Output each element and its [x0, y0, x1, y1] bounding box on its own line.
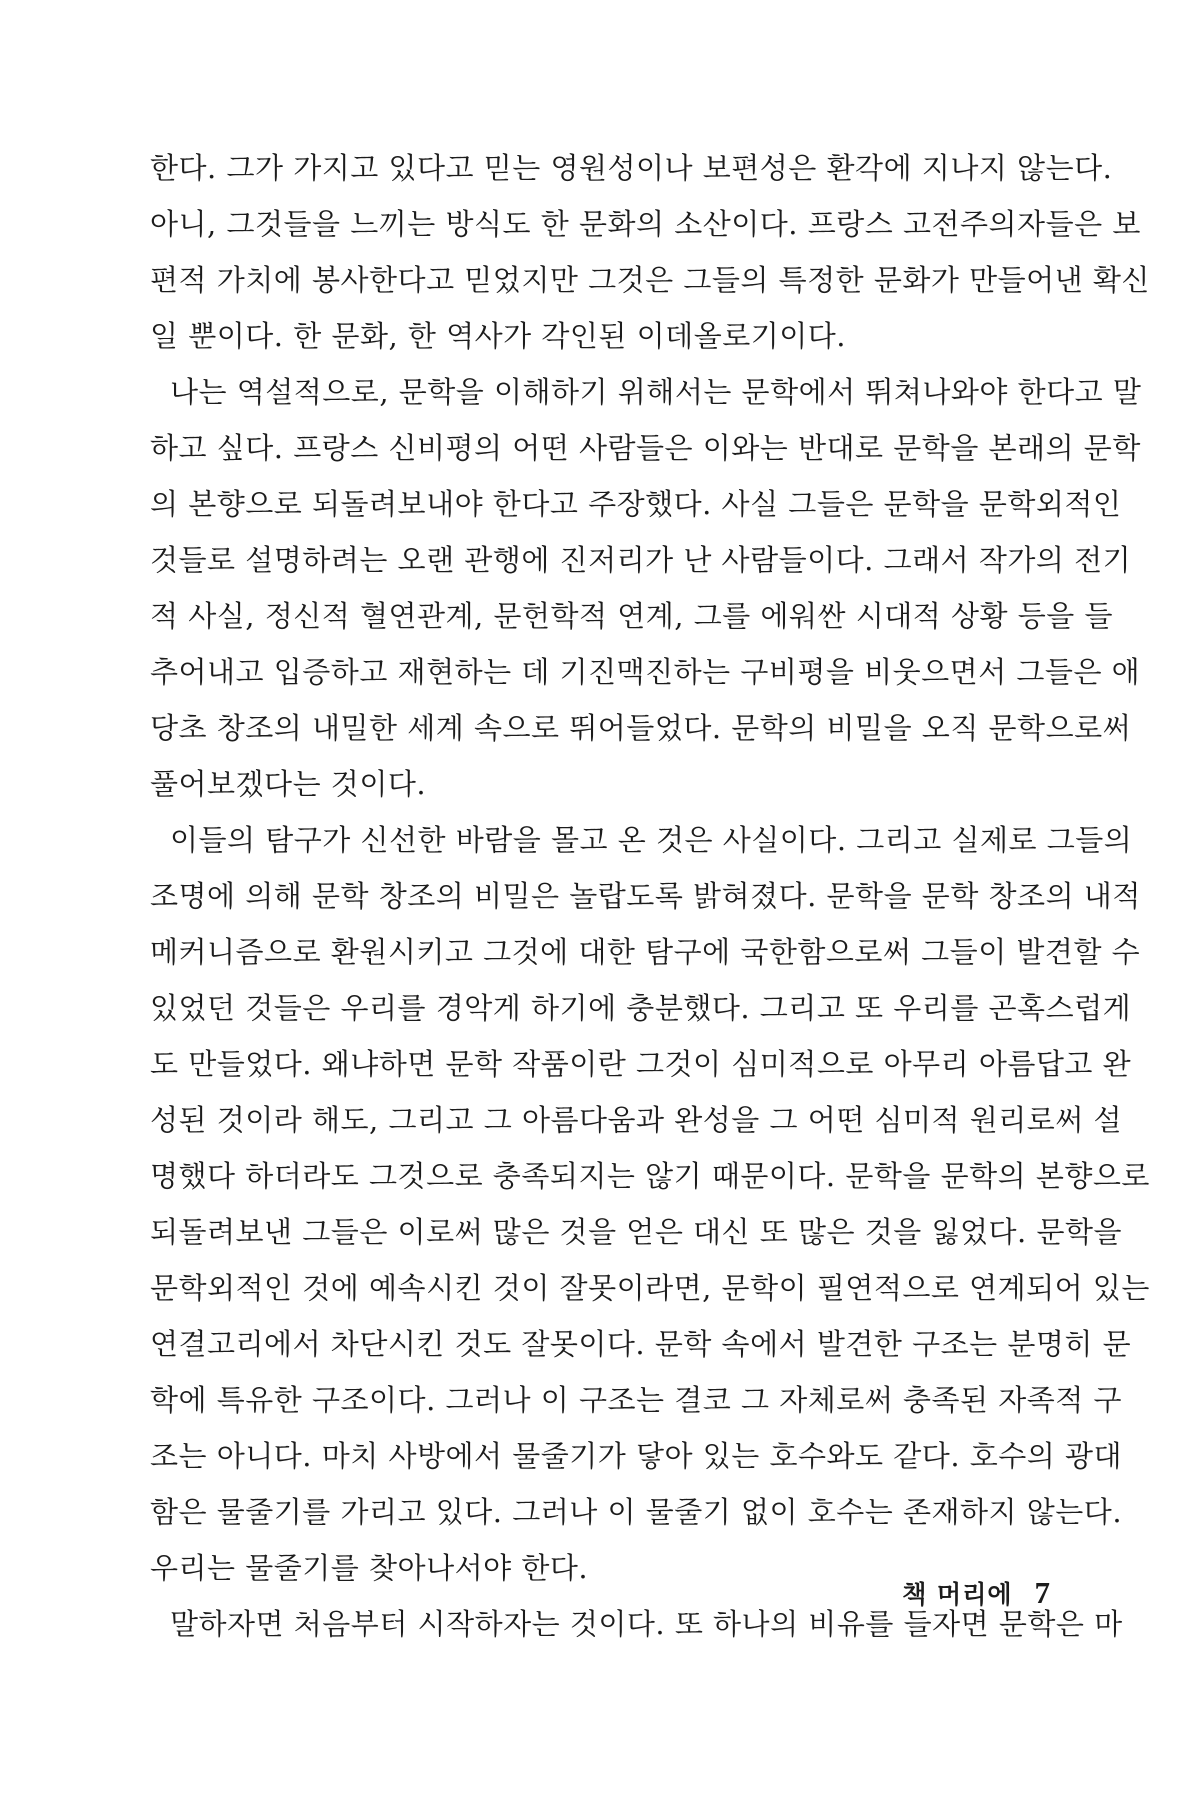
text-line: 조는 아니다. 마치 사방에서 물줄기가 닿아 있는 호수와도 같다. 호수의 광대 [150, 1439, 1123, 1473]
text-line: 학에 특유한 구조이다. 그러나 이 구조는 결코 그 자체로써 충족된 자족적 구 [150, 1383, 1123, 1417]
text-line: 한다. 그가 가지고 있다고 믿는 영원성이나 보편성은 환각에 지나지 않는다. [150, 151, 1113, 185]
text-line: 풀어보겠다는 것이다. [150, 767, 427, 801]
text-line: 아니, 그것들을 느끼는 방식도 한 문화의 소산이다. 프랑스 고전주의자들은 보 [150, 207, 1141, 241]
text-line: 추어내고 입증하고 재현하는 데 기진맥진하는 구비평을 비웃으면서 그들은 애 [150, 655, 1141, 689]
text-line: 당초 창조의 내밀한 세계 속으로 뛰어들었다. 문학의 비밀을 오직 문학으로써 [150, 711, 1132, 745]
text-line: 함은 물줄기를 가리고 있다. 그러나 이 물줄기 없이 호수는 존재하지 않는다. [150, 1495, 1123, 1529]
page-number: 7 [1034, 1575, 1050, 1610]
text-line: 이들의 탐구가 신선한 바람을 몰고 온 것은 사실이다. 그리고 실제로 그들의 [170, 823, 1133, 857]
text-line: 되돌려보낸 그들은 이로써 많은 것을 얻은 대신 또 많은 것을 잃었다. 문학을 [150, 1215, 1123, 1249]
text-line: 도 만들었다. 왜냐하면 문학 작품이란 그것이 심미적으로 아무리 아름답고 완 [150, 1047, 1132, 1081]
page-footer [845, 1575, 1050, 1611]
text-line: 하고 싶다. 프랑스 신비평의 어떤 사람들은 이와는 반대로 문학을 본래의 문학 [150, 431, 1141, 465]
text-line: 일 뿐이다. 한 문화, 한 역사가 각인된 이데올로기이다. [150, 319, 846, 353]
running-title: 책 머리에 [902, 1580, 1013, 1609]
text-line: 명했다 하더라도 그것으로 충족되지는 않기 때문이다. 문학을 문학의 본향으로 [150, 1159, 1150, 1193]
text-line: 우리는 물줄기를 찾아나서야 한다. [150, 1551, 589, 1585]
text-line: 문학외적인 것에 예속시킨 것이 잘못이라면, 문학이 필연적으로 연계되어 있는 [150, 1271, 1150, 1305]
text-line: 말하자면 처음부터 시작하자는 것이다. 또 하나의 비유를 들자면 문학은 마 [170, 1607, 1123, 1641]
text-line: 나는 역설적으로, 문학을 이해하기 위해서는 문학에서 뛰쳐나와야 한다고 말 [170, 375, 1142, 409]
text-line: 메커니즘으로 환원시키고 그것에 대한 탐구에 국한함으로써 그들이 발견할 수 [150, 935, 1141, 969]
body-text [150, 140, 1150, 1652]
text-line: 의 본향으로 되돌려보내야 한다고 주장했다. 사실 그들은 문학을 문학외적인 [150, 487, 1122, 521]
text-line: 연결고리에서 차단시킨 것도 잘못이다. 문학 속에서 발견한 구조는 분명히 문 [150, 1327, 1132, 1361]
text-line: 것들로 설명하려는 오랜 관행에 진저리가 난 사람들이다. 그래서 작가의 전기 [150, 543, 1132, 577]
text-line: 적 사실, 정신적 혈연관계, 문헌학적 연계, 그를 에워싼 시대적 상황 등을 들 [150, 599, 1113, 633]
text-line: 편적 가치에 봉사한다고 믿었지만 그것은 그들의 특정한 문화가 만들어낸 확신 [150, 263, 1150, 297]
text-line: 성된 것이라 해도, 그리고 그 아름다움과 완성을 그 어떤 심미적 원리로써 설 [150, 1103, 1123, 1137]
text-line: 있었던 것들은 우리를 경악게 하기에 충분했다. 그리고 또 우리를 곤혹스럽게 [150, 991, 1132, 1025]
text-line: 조명에 의해 문학 창조의 비밀은 놀랍도록 밝혀졌다. 문학을 문학 창조의 내적 [150, 879, 1141, 913]
